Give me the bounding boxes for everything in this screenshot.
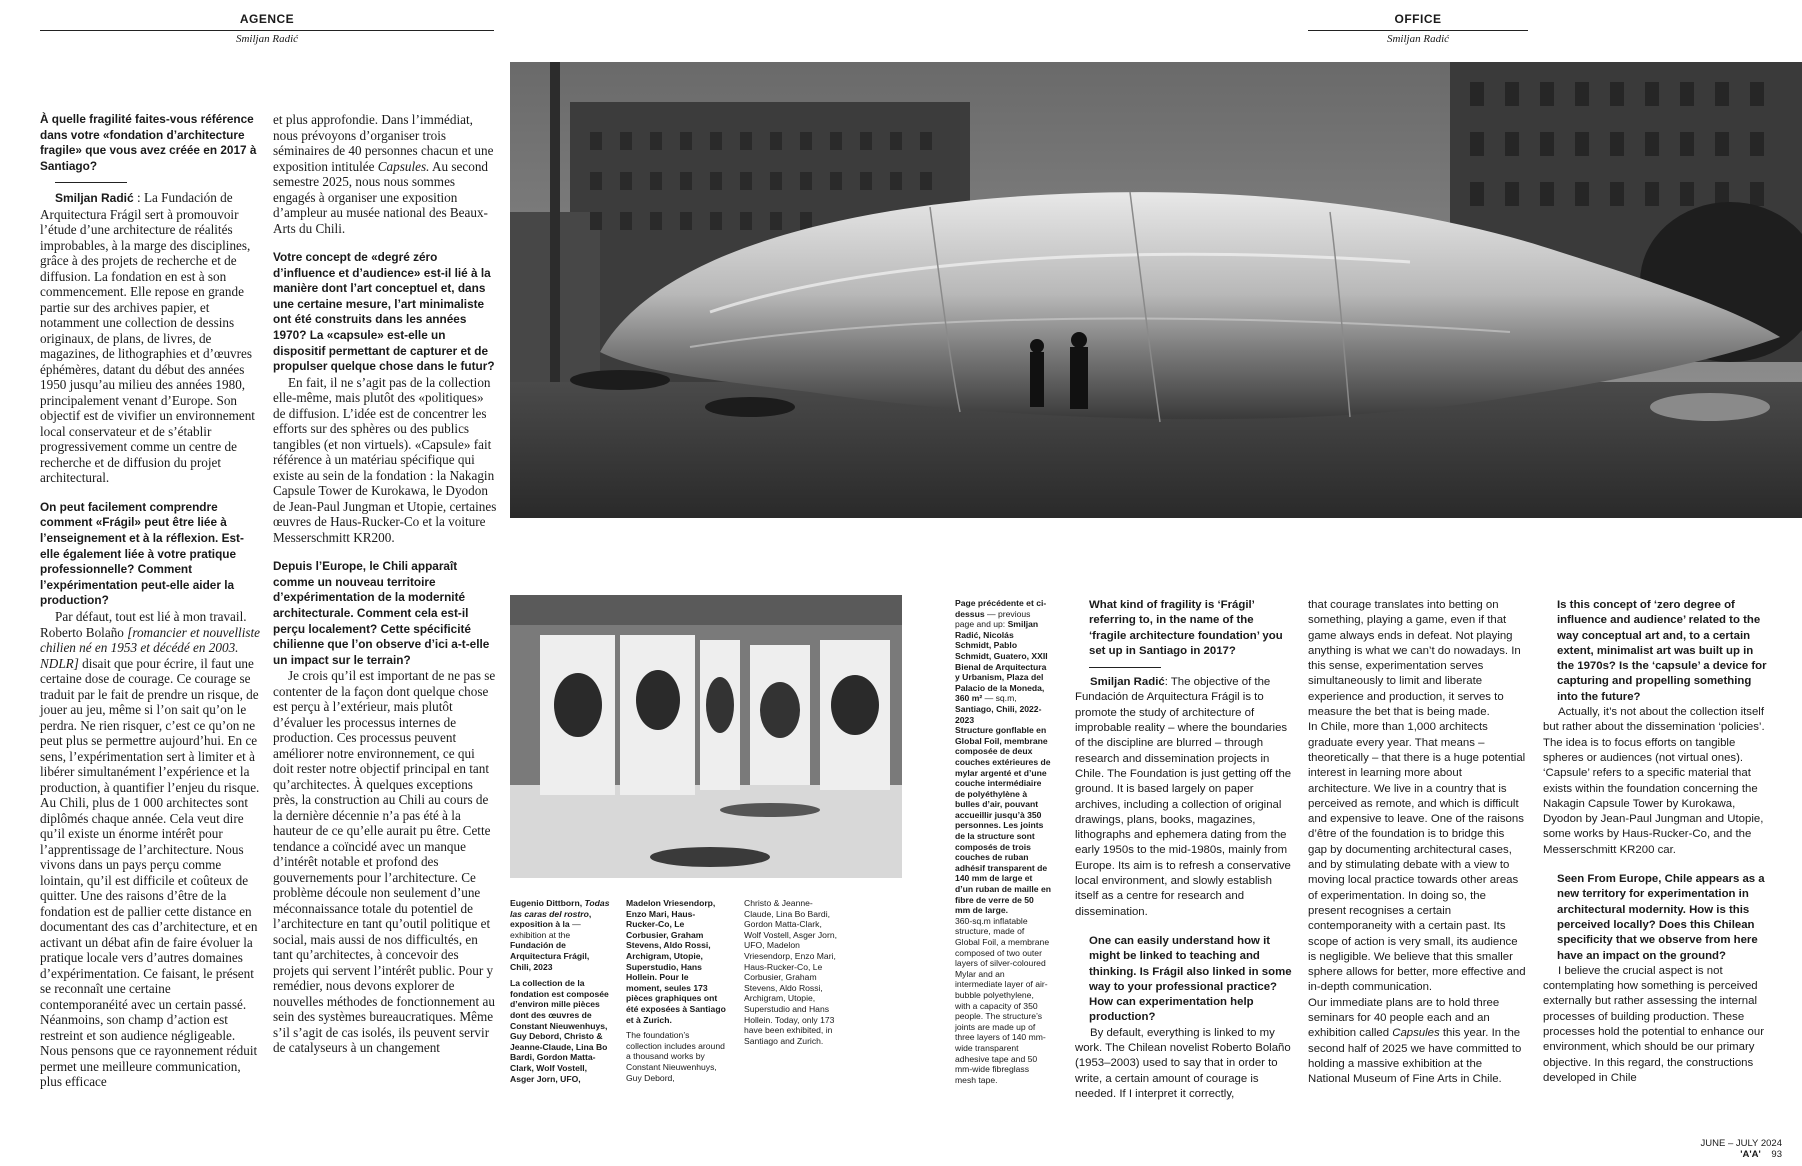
question-2-fr: On peut facilement comprendre comment «Frágil» peut être liée à l’enseignement et à la réflexion. Est-elle également liée à votre pratique professionnelle? Comment l’expérimentation peut-elle aider la production? [40, 499, 244, 608]
caption-gallery-col-3 [744, 898, 839, 1046]
speaker-name: Smiljan Radić [55, 191, 134, 206]
answer-1-fr: : La Fundación de Arquitectura Frágil sert à promouvoir l’étude d’une architecture de réalités improbables, à la marge des disciplines, grâce à des projets de recherche et de diffusion. La fondation en est à son commencement. Elle repose en grande partie sur des archives papier, et notamment une collection de dessins originaux, de plans, de livres, de magazines, de lithographies et d’œuvres éphémères, datant du début des années 1950 jusqu’au milieu des années 1980, principalement venant d’Europe. Son objectif est de vivifier un environnement local conservateur et de s’établir progressivement comme un centre de recherche et de diffusion du projet architectural. [40, 190, 255, 486]
right-author-name: Smiljan Radić [1386, 33, 1450, 45]
english-column-1 [1075, 598, 1293, 1102]
answer-2-fr-c: et plus approfondie. Dans l’immédiat, nous prévoyons d’organiser trois séminaires de 40 personnes chacun et une exposition intitulée [273, 112, 494, 174]
caption-exhibition-title: Todas las caras del rostro [510, 898, 610, 919]
page-footer [1672, 1138, 1782, 1160]
speaker-name-en: Smiljan Radić [1090, 676, 1165, 689]
exhibition-gallery-photo [510, 595, 902, 878]
left-section-label: AGENCE [239, 12, 295, 26]
caption-collection-fr-2: Madelon Vriesendorp, Enzo Mari, Haus-Rucker-Co, Le Corbusier, Graham Stevens, Aldo Rossi, Archigram, Utopie, Superstudio, Hans Hollein. Pour le moment, seules 173 pièces graphiques ont été exposées à Santiago et à Zurich. [626, 898, 726, 1025]
answer-3-en: Actually, it’s not about the collection itself but rather about the dissemination ‘policies’. The idea is to focus efforts on tangible spheres or audiences (not virtual ones). ‘Capsule’ refers to a specific material that exists within the foundation concerning the Nakagin Capsule Tower by Kurokawa, Dyodon by Jean-Paul Jungman and Utopie, some works by Haus-Rucker-Co, and the Messerschmitt KR200 car. [1543, 706, 1765, 856]
caption-artist: Eugenio Dittborn, [510, 898, 585, 908]
answer-2-fr-rest: disait que pour écrire, il faut une certaine dose de courage. Ce courage se traduit par le fait de prendre un risque, de jouer au jeu, même si l’on sait qu’on le perdra. Ne rien risquer, c’est ce qu’on ne peut plus se permettre aujourd’hui. En ce sens, l’expérimentation sert à limiter et à libérer simultanément l’expérience et la production, à quantifier l’enjeu du risque. [40, 655, 260, 795]
capsules-title-fr: Capsules. [377, 158, 430, 174]
left-header-rule [40, 30, 494, 31]
question-separator [55, 182, 127, 183]
caption-collection-en: The foundation’s collection includes around a thousand works by Constant Nieuwenhuys, Guy Debord, [626, 1030, 725, 1083]
question-separator-en [1089, 667, 1161, 668]
answer-4-fr: Je crois qu’il est important de ne pas se contenter de la façon dont quelque chose est perçu à l’extérieur, mais plutôt d’évaluer les processus internes de production. Ces processus peuvent améliorer notre environnement, ce qui doit rester notre objectif principal en tant qu’architectes. À quelques exceptions près, la construction au Chili au cours de la dernière décennie n’a pas été à la hauteur de ce qu’elle aurait pu être. Cette tendance a coïncidé avec un manque d’intérêt notable et profond des gouvernements pour l’architecture. Ce problème découle non seulement d’une méconnaissance totale du potentiel de l’architecture en tant qu’outil politique et social, mais aussi de nos difficultés, en tant qu’architectes, à concevoir des projets qui servent l’intérêt public. Pour y remédier, nous devons explorer de nouvelles méthodes de fonctionnement au sein des systèmes bureaucratiques. Même s’il s’agit de cas isolés, ils peuvent servir de catalyseurs à un changement [273, 668, 496, 1056]
page-number: 93 [1771, 1149, 1782, 1160]
answer-2-en-c: In Chile, more than 1,000 architects graduate every year. That means – theoretically – that there is a huge potential interest in learning more about architecture. We live in a country that is perceived as remote, and which is difficult and expensive to leave. One of the raisons d’être of the foundation is to bridge this gap by documenting architectural cases, and by stimulating debate with a view to moving local practice towards other areas of experimentation. In doing so, the present recognises a certain contemporaneity with a certain past. Its scope of action is very small, its audience is negligible. We believe that this smaller sphere allows for better, more effective and in-depth communication. [1308, 721, 1526, 994]
question-1-fr: À quelle fragilité faites-vous référence dans votre «fondation d’architecture fragile» que vous avez créée en 2017 à Santiago? [40, 112, 257, 173]
question-3-en: Is this concept of ‘zero degree of influence and audience’ related to the way conceptual art and, to a certain extent, minimalist art was built up in the 1970s? Is the ‘capsule’ a device for capturing and propelling something into the future? [1557, 599, 1767, 703]
inflatable-structure-photo [510, 62, 1802, 518]
question-1-en: What kind of fragility is ‘Frágil’ referring to, in the name of the ‘fragile architecture foundation’ you set up in Santiago in 2017? [1089, 599, 1283, 657]
gallery-illustration [510, 595, 902, 878]
answer-2-en-b: that courage translates into betting on something, playing a game, even if that game always ends in defeat. Not playing anything is what we can’t do nowadays. In this sense, experimentation serves simultaneously to limit and liberate experience and production, it serves to measure the bet that is being made. [1308, 599, 1521, 719]
answer-2-fr-d: Au second semestre 2025, nous nous sommes engagés à organiser une exposition d’ampleur au musée national des Beaux-Arts du Chili. [273, 158, 489, 236]
inflatable-structure-illustration [510, 62, 1802, 518]
caption-inflatable: Page précédente et ci-dessus — previous page and up: Smiljan Radić, Nicolás Schmidt, Pablo Schmidt, Guatero, XXII Bienal de Arquitectura y Urbanism, Plaza del Palacio de la Moneda, 360 m² — sq.m, Santiago, Chili, 2022-2023 Structure gonflable en Global Foil, membrane composée de deux couches extérieures de mylar argenté et d’une couche intermédiaire de polyéthylène à bulles d’air, pouvant accueillir jusqu’à 350 personnes. Les joints de la structure sont composés de trois couches de ruban adhésif transparent de 140 mm de large et d’un ruban de maille en fibre de verre de 50 mm de large. 360-sq.m inflatable structure, made of Global Foil, a membrane composed of two outer layers of silver-coloured Mylar and an intermediate layer of air-bubble polyethylene, with a capacity of 350 people. The structure’s joints are made up of three layers of 140 mm-wide transparent adhesive tape and 50 mm-wide fibreglass mesh tape. [955, 598, 1051, 1085]
french-column-1 [40, 112, 260, 1090]
left-author-name: Smiljan Radić [235, 33, 299, 45]
english-column-3 [1543, 598, 1767, 1086]
answer-2-fr-start: Par défaut, tout est lié à mon travail. Roberto Bolaño [40, 609, 247, 640]
question-4-en: Seen From Europe, Chile appears as a new territory for experimentation in architectural modernity. How is this perceived locally? Does this Chilean specificity that we observe from here have an impact on the ground? [1557, 873, 1765, 962]
answer-2-fr-note: [romancier et nouvelliste chilien né en 1953 et décédé en 2003. NDLR] [40, 624, 261, 671]
answer-4-en: I believe the crucial aspect is not contemplating how something is perceived externally but rather assessing the internal processes of building production. These processes hold the potential to enhance our environment, which should be our primary objective. In this regard, the constructions developed in Chile [1543, 964, 1765, 1084]
caption-gallery-col-2 [626, 898, 726, 1083]
magazine-logo: 'A'A' [1740, 1149, 1761, 1160]
right-section-label: OFFICE [1394, 12, 1442, 26]
caption-collection-fr: La collection de la fondation est composée d’environ mille pièces dont des œuvres de Constant Nieuwenhuys, Guy Debord, Christo & Jeanne-Claude, Lina Bo Bardi, Gordon Matta-Clark, Wolf Vostell, Asger Jorn, UFO, [510, 978, 609, 1084]
answer-3-fr: En fait, il ne s’agit pas de la collection elle-même, mais plutôt des «politiques» de diffusion. L’idée est de concentrer les efforts sur des sphères ou des publics tangibles (et non virtuels). «Capsule» fait référence à un matériau spécifique qui existe au sein de la fondation : la Nakagin Capsule Tower de Kurokawa, le Dyodon de Jean-Paul Jungman et Utopie, certaines œuvres de Haus-Rucker-Co et la voiture Messerschmitt KR200. [273, 374, 497, 545]
question-3-fr: Votre concept de «degré zéro d’influence et d’audience» est-il lié à la manière dont l’art conceptuel et, dans une certaine mesure, l’art minimaliste ont été construits dans les années 1970? La «capsule» est-elle un dispositif permettant de capturer et de propulser quelque chose dans le futur? [273, 250, 495, 374]
right-header-rule [1308, 30, 1528, 31]
caption-gallery-col-1: Eugenio Dittborn, Todas las caras del rostro, exposition à la — exhibition at the Fundación de Arquitectura Frágil, Chili, 2023 La collection de la fondation est composée d’environ mille pièces dont des œuvres de Constant Nieuwenhuys, Guy Debord, Christo & Jeanne-Claude, Lina Bo Bardi, Gordon Matta-Clark, Wolf Vostell, Asger Jorn, UFO, [510, 898, 610, 1084]
question-2-en: One can easily understand how it might be linked to teaching and thinking. Is Frágil also linked in some way to your professional practice? How can experimentation help production? [1089, 934, 1292, 1024]
caption-structure-en: 360-sq.m inflatable structure, made of Global Foil, a membrane composed of two outer layers of silver-coloured Mylar and an intermediate layer of air-bubble polyethylene, with a capacity of 350 people. The structure’s joints are made up of three layers of 140 mm-wide transparent adhesive tape and 50 mm-wide fibreglass mesh tape. [955, 915, 1050, 1085]
english-column-2: that courage translates into betting on something, playing a game, even if that game always ends in defeat. Not playing anything is what we can’t do nowadays. In this sense, experimentation serves simultaneously to limit and liberate experience and production, it serves to measure the bet that is being made. In Chile, more than 1,000 architects graduate every year. That means – theoretically – that there is a huge potential interest in learning more about architecture. We live in a country that is perceived as remote, and which is difficult and expensive to leave. One of the raisons d’être of the foundation is to bridge this gap by documenting architectural cases, and by stimulating debate with a view to moving local practice towards other areas of experimentation. In doing so, the present recognises a certain contemporaneity with a certain past. Its scope of action is very small, its audience is negligible. We believe that this smaller sphere allows for better, more effective and in-depth communication. Our immediate plans are to hold three seminars for 40 people each and an exhibition called Capsules this year. In the second half of 2025 we have committed to holding a massive exhibition at the National Museum of Fine Arts in Chile. [1308, 599, 1526, 1086]
capsules-title-en: Capsules [1392, 1027, 1440, 1040]
question-4-fr: Depuis l’Europe, le Chili apparaît comme un nouveau territoire d’expérimentation de la modernité architecturale. Comment cela est-il perçu localement? Cette spécificité chilienne que l’on observe d’ici a-t-elle un impact sur le terrain? [273, 559, 490, 667]
caption-collection-en-2: Christo & Jeanne-Claude, Lina Bo Bardi, Gordon Matta-Clark, Wolf Vostell, Asger Jorn, UFO, Madelon Vriesendorp, Enzo Mari, Haus-Rucker-Co, Le Corbusier, Graham Stevens, Aldo Rossi, Archigram, Utopie, Superstudio and Hans Hollein. Today, only 173 have been exhibited, in Santiago and Zurich. [744, 898, 837, 1046]
caption-structure-fr: Structure gonflable en Global Foil, membrane composée de deux couches extérieures de mylar argenté et d’une couche intermédiaire de polyéthylène à bulles d’air, pouvant accueillir jusqu’à 350 personnes. Les joints de la structure sont composés de trois couches de ruban adhésif transparent de 140 mm de large et d’un ruban de maille en fibre de verre de 50 mm de large. [955, 725, 1051, 916]
answer-2-en: By default, everything is linked to my work. The Chilean novelist Roberto Bolaño (1953–2003) used to say that in order to write, a certain amount of courage is needed. If I interpret it correctly, [1075, 1026, 1291, 1100]
french-column-2 [273, 112, 497, 1056]
answer-1-en: : The objective of the Fundación de Arquitectura Frágil is to promote the study of architecture of improbable reality – where the boundaries of the discipline are blurred – through research and dissemination projects in Chile. The Foundation is just getting off the ground. It is based largely on paper archives, including a collection of original drawings, plans, books, magazines, lithographs and ephemera dating from the early 1950s to the mid-1980s, mainly from Europe. Its aim is to refresh a conservative local environment, and slowly establish itself as a centre for research and dissemination. [1075, 676, 1292, 918]
answer-2-fr-b: Au Chili, plus de 1 000 architectes sont diplômés chaque année. Cela veut dire qu’il existe un énorme intérêt pour l’apprentissage de l’architecture. Nous vivons dans un pays perçu comme lointain, qu’il est difficile et coûteux de quitter. Une des raisons d’être de la fondation est de pallier cette distance en documentant des cas d’architecture, et en activant un débat afin de faire évoluer la pratique locale vers d’autres domaines d’expérimentation. Ce faisant, le présent se reconnaît une certaine contemporanéité avec un certain passé. Néanmoins, son champ d’action est restreint et son audience négligeable. Nous pensons que ce rayonnement réduit permet une meilleure communication, plus efficace [40, 795, 258, 1090]
issue-date: JUNE – JULY 2024 [1700, 1138, 1782, 1149]
